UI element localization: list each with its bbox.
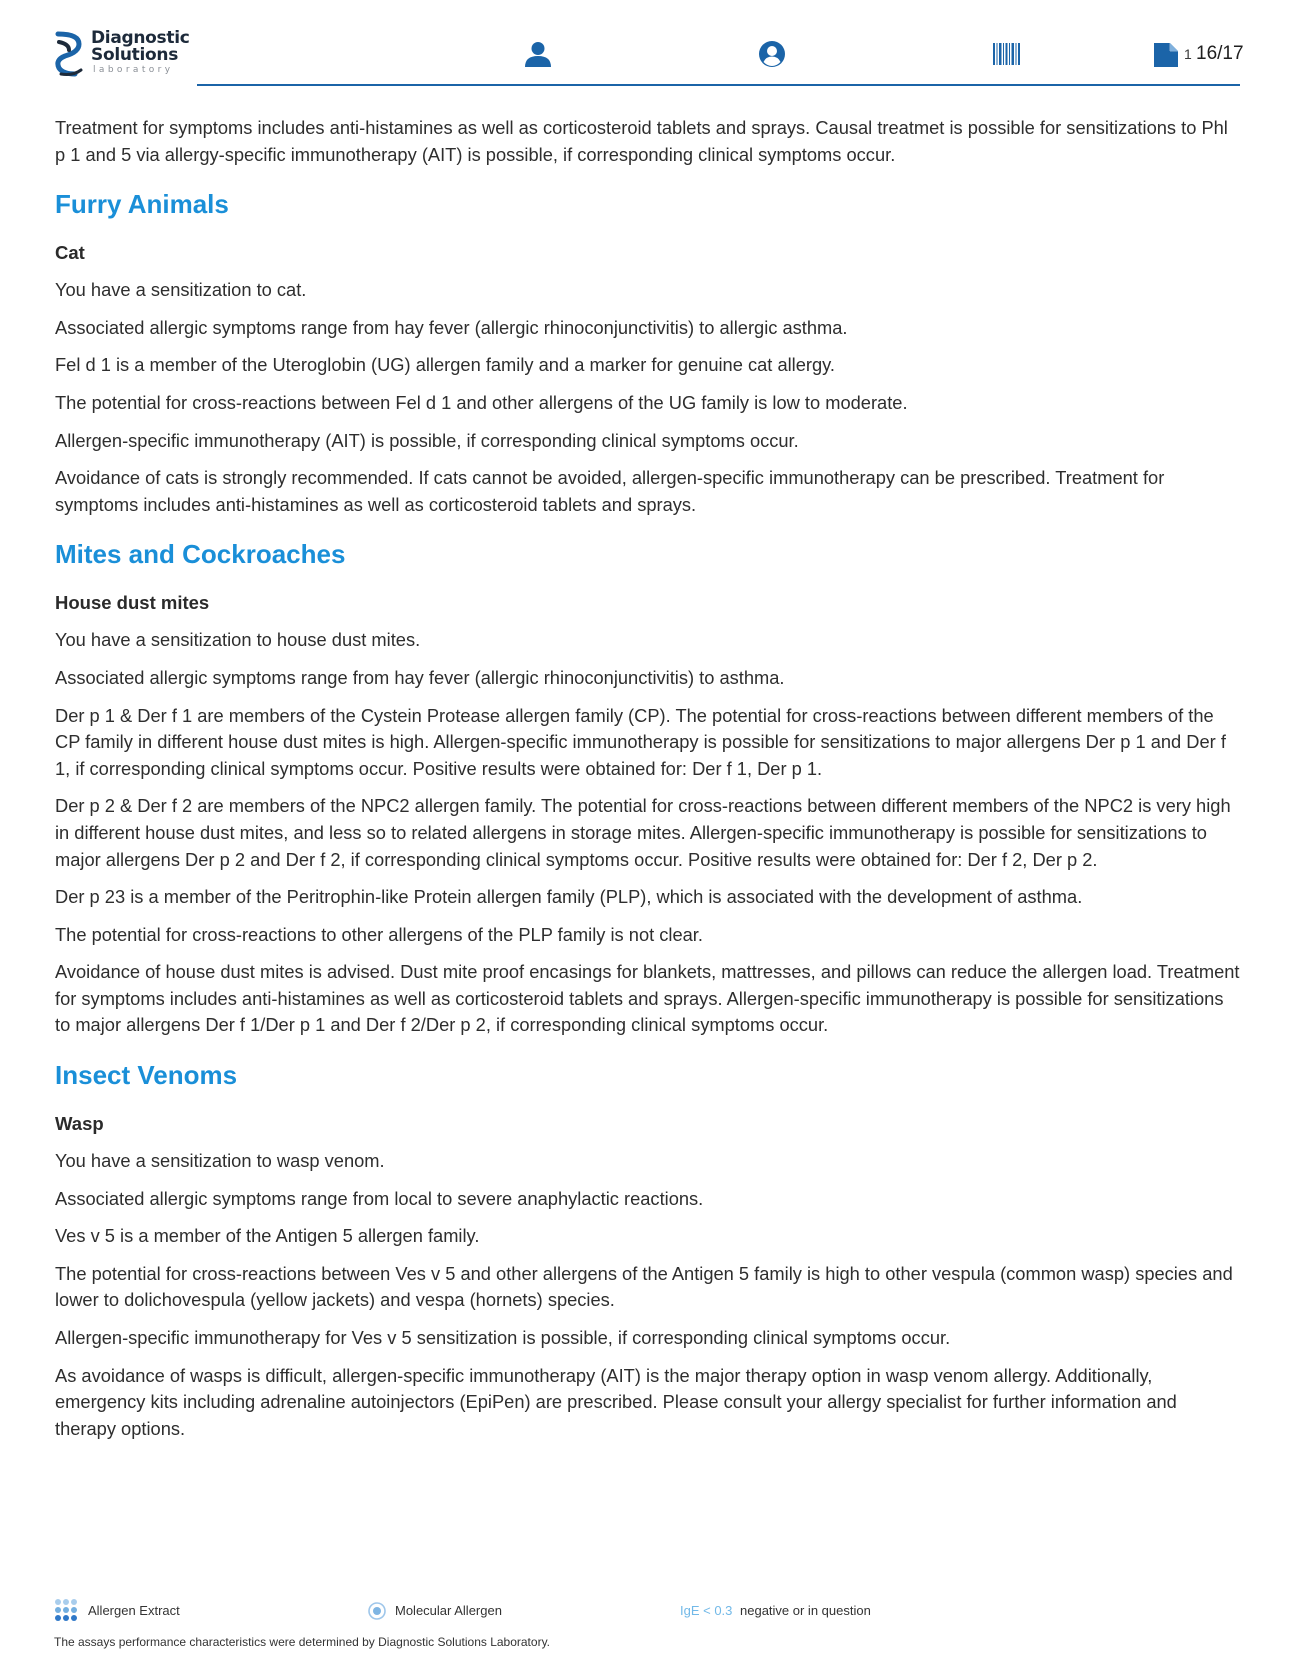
paragraph: The potential for cross-reactions between Ves v 5 and other allergens of the Antigen 5 family is high to other vespula (common wasp) species and lower to dolichovespula (yellow jackets) and vespa (hornets) species. — [55, 1262, 1233, 1311]
user-circle-icon[interactable] — [758, 40, 786, 68]
ige-threshold-value: IgE < 0.3 — [680, 1603, 733, 1618]
logo-mark-icon — [55, 30, 85, 78]
paragraph: Associated allergic symptoms range from hay fever (allergic rhinoconjunctivitis) to allergic asthma. — [55, 316, 848, 338]
paragraph: You have a sensitization to house dust mites. — [55, 629, 421, 651]
paragraph: As avoidance of wasps is difficult, allergen-specific immunotherapy (AIT) is the major therapy option in wasp venom allergy. Additionally, emergency kits including adrenaline autoinjectors (EpiPen) are prescribed. Please consult your allergy specialist for further information and therapy options. — [55, 1364, 1177, 1439]
footer-note: The assays performance characteristics were determined by Diagnostic Solutions Laboratory. — [54, 1635, 551, 1649]
subsection-title-wasp: Wasp — [55, 1113, 104, 1135]
logo-text-line1: Diagnostic — [91, 28, 190, 48]
subsection-title-cat: Cat — [55, 242, 85, 264]
subsection-title-house-dust-mites: House dust mites — [55, 592, 210, 614]
report-content — [55, 115, 1240, 1453]
paragraph: Der p 23 is a member of the Peritrophin-like Protein allergen family (PLP), which is associated with the development of asthma. — [55, 886, 1083, 908]
paragraph: Ves v 5 is a member of the Antigen 5 allergen family. — [55, 1225, 480, 1247]
user-icon[interactable] — [524, 40, 552, 68]
barcode-icon[interactable] — [993, 40, 1021, 68]
paragraph: Avoidance of house dust mites is advised. Dust mite proof encasings for blankets, mattresses, and pillows can reduce the allergen load. Treatment for symptoms includes anti-histamines as well as corticosteroid tablets and sprays. Allergen-specific immunotherapy is possible for sensitizations to major allergens Der f 1/Der p 1 and Der f 2/Der p 2, if corresponding clinical symptoms occur. — [55, 961, 1240, 1036]
target-circle-icon — [367, 1601, 387, 1621]
legend-molecular-label: Molecular Allergen — [395, 1603, 502, 1618]
dot-grid-icon — [54, 1598, 80, 1624]
company-logo — [55, 28, 205, 80]
page-header — [55, 28, 1244, 88]
paragraph: You have a sensitization to cat. — [55, 279, 307, 301]
logo-text-line2: Solutions — [91, 45, 179, 65]
section-title-insect-venoms: Insect Venoms — [55, 1060, 238, 1091]
section-title-mites-and-cockroaches: Mites and Cockroaches — [55, 539, 346, 570]
paragraph: Allergen-specific immunotherapy (AIT) is possible, if corresponding clinical symptoms occur. — [55, 429, 799, 451]
section-title-furry-animals: Furry Animals — [55, 189, 229, 220]
paragraph: Fel d 1 is a member of the Uteroglobin (UG) allergen family and a marker for genuine cat allergy. — [55, 354, 836, 376]
paragraph: The potential for cross-reactions to other allergens of the PLP family is not clear. — [55, 923, 703, 945]
page-footer — [54, 1598, 1234, 1658]
header-divider — [197, 84, 1240, 86]
legend-extract-label: Allergen Extract — [88, 1603, 180, 1618]
file-icon[interactable] — [1153, 42, 1179, 68]
logo-subtext: laboratory — [93, 65, 174, 75]
intro-paragraph: Treatment for symptoms includes anti-histamines as well as corticosteroid tablets and sprays. Causal treatmet is possible for sensitizations to Phl p 1 and 5 via allergy-specific immunotherapy (AIT) is possible, if corresponding clinical symptoms occur. — [55, 117, 1228, 165]
paragraph: Der p 1 & Der f 1 are members of the Cystein Protease allergen family (CP). The potential for cross-reactions between different members of the CP family in different house dust mites is high. Allergen-specific immunotherapy is possible for sensitizations to major allergens Der p 1 and Der f 1, if corresponding clinical symptoms occur. Positive results were obtained for: Der f 1, Der p 1. — [55, 704, 1226, 779]
legend-allergen-extract — [54, 1598, 314, 1624]
page-superscript: 1 — [1184, 46, 1192, 62]
paragraph: Allergen-specific immunotherapy for Ves v 5 sensitization is possible, if corresponding clinical symptoms occur. — [55, 1327, 951, 1349]
paragraph: Avoidance of cats is strongly recommended. If cats cannot be avoided, allergen-specific immunotherapy can be prescribed. Treatment for symptoms includes anti-histamines as well as corticosteroid tablets and sprays. — [55, 467, 1165, 515]
legend-ige-threshold — [680, 1598, 1000, 1624]
ige-threshold-description: negative or in question — [740, 1603, 871, 1618]
paragraph: The potential for cross-reactions between Fel d 1 and other allergens of the UG family is low to moderate. — [55, 391, 908, 413]
paragraph: Der p 2 & Der f 2 are members of the NPC2 allergen family. The potential for cross-reactions between different members of the NPC2 is very high in different house dust mites, and less so to related allergens in storage mites. Allergen-specific immunotherapy is possible for sensitizations to major allergens Der p 2 and Der f 2, if corresponding clinical symptoms occur. Positive results were obtained for: Der f 2, Der p 2. — [55, 795, 1231, 870]
paragraph: You have a sensitization to wasp venom. — [55, 1150, 385, 1172]
legend-molecular-allergen — [367, 1598, 627, 1624]
page-number: 16/17 — [1196, 43, 1244, 64]
paragraph: Associated allergic symptoms range from hay fever (allergic rhinoconjunctivitis) to asthma. — [55, 666, 785, 688]
paragraph: Associated allergic symptoms range from local to severe anaphylactic reactions. — [55, 1187, 704, 1209]
